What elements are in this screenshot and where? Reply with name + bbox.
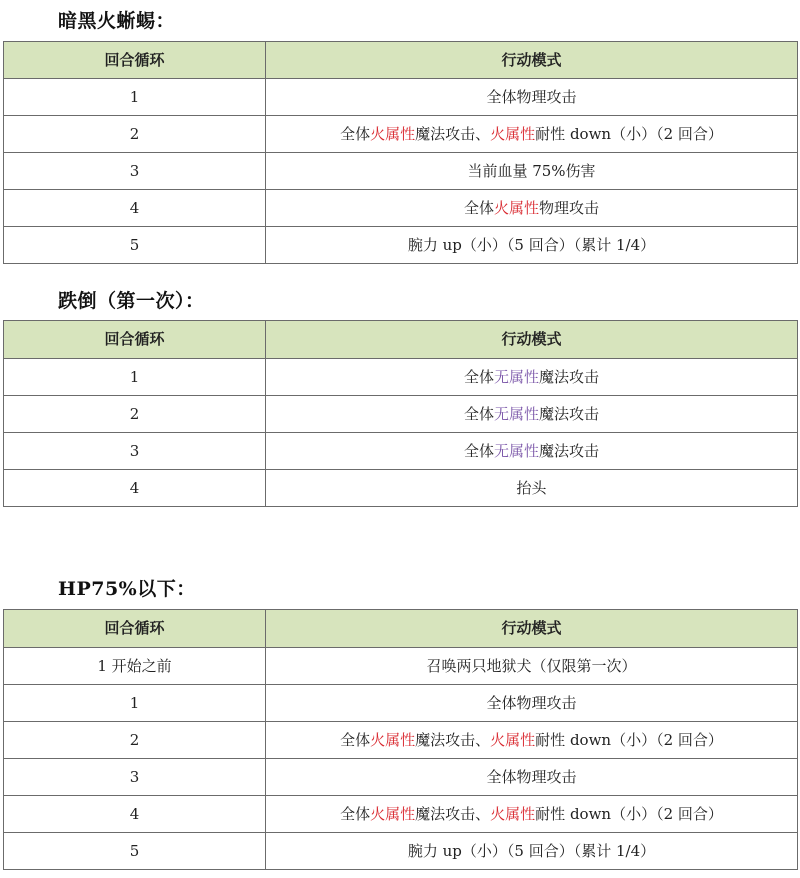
action-text: 魔法攻击、 (415, 804, 491, 823)
fire-attribute-text: 火属性 (493, 198, 539, 217)
section-title-hp75-below: HP75%以下： (58, 578, 196, 600)
action-text: 魔法攻击、 (415, 124, 491, 143)
action-cell (266, 153, 798, 190)
action-text: 魔法攻击 (539, 404, 600, 423)
turn-cell: 4 (4, 190, 266, 227)
table-header-row (4, 610, 798, 648)
action-table-dark-salamander (3, 41, 798, 264)
fire-attribute-text: 火属性 (490, 730, 536, 749)
action-cell (266, 396, 798, 433)
action-cell (266, 796, 798, 833)
neutral-attribute-text: 无属性 (493, 441, 539, 460)
header-turn-cycle: 回合循环 (4, 610, 266, 648)
turn-cell: 2 (4, 722, 266, 759)
action-cell (266, 685, 798, 722)
table-header-row (4, 42, 798, 79)
fire-attribute-text: 火属性 (370, 730, 416, 749)
action-cell (266, 470, 798, 507)
table-row (4, 470, 798, 507)
turn-cell: 4 (4, 796, 266, 833)
turn-cell: 5 (4, 833, 266, 870)
turn-cell: 2 (4, 116, 266, 153)
action-text: 腕力 up（小）（5 回合）（累计 1/4） (407, 235, 656, 254)
action-table-hp75-below (3, 609, 798, 870)
turn-cell: 1 (4, 685, 266, 722)
fire-attribute-text: 火属性 (490, 804, 536, 823)
action-text: 全体 (340, 124, 371, 143)
table-row (4, 433, 798, 470)
action-text: 当前血量 75%伤害 (467, 161, 596, 180)
turn-cell: 3 (4, 759, 266, 796)
action-text: 全体 (463, 198, 494, 217)
turn-cell: 4 (4, 470, 266, 507)
action-text: 腕力 up（小）（5 回合）（累计 1/4） (407, 841, 656, 860)
action-text: 耐性 down（小）（2 回合） (535, 730, 723, 749)
table-row (4, 833, 798, 870)
section-title-fall-first: 跌倒（第一次）： (58, 290, 205, 312)
action-cell (266, 116, 798, 153)
fire-attribute-text: 火属性 (370, 124, 416, 143)
action-cell (266, 190, 798, 227)
header-action-pattern: 行动模式 (266, 42, 798, 79)
action-cell (266, 433, 798, 470)
action-text: 抬头 (516, 478, 547, 497)
table-row (4, 190, 798, 227)
table-row (4, 227, 798, 264)
action-text: 全体 (463, 367, 494, 386)
action-cell (266, 648, 798, 685)
table-row (4, 359, 798, 396)
table-row (4, 722, 798, 759)
action-cell (266, 759, 798, 796)
table-row (4, 79, 798, 116)
action-text: 耐性 down（小）（2 回合） (535, 804, 723, 823)
action-text: 全体物理攻击 (486, 767, 577, 786)
action-text: 全体 (340, 730, 371, 749)
turn-cell: 1 (4, 359, 266, 396)
table-row (4, 116, 798, 153)
turn-cell: 1 (4, 79, 266, 116)
table-row (4, 796, 798, 833)
action-text: 魔法攻击 (539, 367, 600, 386)
action-text: 物理攻击 (539, 198, 600, 217)
action-text: 魔法攻击、 (415, 730, 491, 749)
action-text: 全体 (340, 804, 371, 823)
action-cell (266, 227, 798, 264)
action-text: 全体物理攻击 (486, 87, 577, 106)
turn-cell: 3 (4, 433, 266, 470)
header-turn-cycle: 回合循环 (4, 321, 266, 359)
section-title-dark-salamander: 暗黑火蜥蜴： (58, 10, 176, 32)
turn-cell: 2 (4, 396, 266, 433)
turn-cell: 5 (4, 227, 266, 264)
turn-cell: 3 (4, 153, 266, 190)
action-cell (266, 359, 798, 396)
header-action-pattern: 行动模式 (266, 321, 798, 359)
table-header-row (4, 321, 798, 359)
action-text: 魔法攻击 (539, 441, 600, 460)
fire-attribute-text: 火属性 (490, 124, 536, 143)
action-text: 全体物理攻击 (486, 693, 577, 712)
fire-attribute-text: 火属性 (370, 804, 416, 823)
action-text: 召唤两只地狱犬（仅限第一次） (426, 656, 637, 675)
neutral-attribute-text: 无属性 (493, 367, 539, 386)
action-text: 全体 (463, 404, 494, 423)
header-turn-cycle: 回合循环 (4, 42, 266, 79)
table-row (4, 648, 798, 685)
table-row (4, 153, 798, 190)
table-row (4, 685, 798, 722)
action-cell (266, 833, 798, 870)
turn-cell: 1 开始之前 (4, 648, 266, 685)
action-table-fall-first (3, 320, 798, 507)
header-action-pattern: 行动模式 (266, 610, 798, 648)
action-cell (266, 722, 798, 759)
table-row (4, 396, 798, 433)
action-text: 耐性 down（小）（2 回合） (535, 124, 723, 143)
action-text: 全体 (463, 441, 494, 460)
action-cell (266, 79, 798, 116)
neutral-attribute-text: 无属性 (493, 404, 539, 423)
table-row (4, 759, 798, 796)
